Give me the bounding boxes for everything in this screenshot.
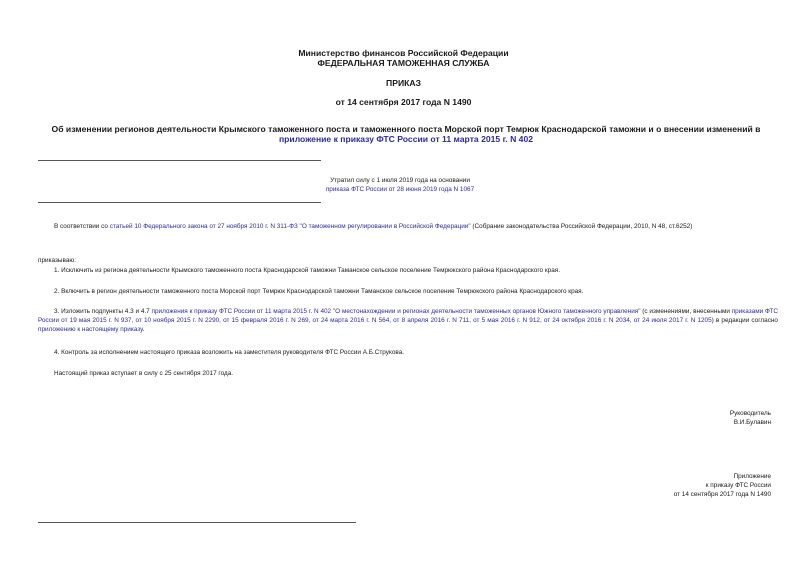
appendix-header [674, 472, 771, 499]
signature-block [730, 409, 771, 427]
effective-date: Настоящий приказ вступает в силу с 25 сентября 2017 года. [54, 370, 234, 377]
amending-orders-link[interactable]: приказами ФТС России от 19 мая 2015 г. N 937, от 10 ноября 2015 г. N 2290, от 15 февраля 2016 г. N 269, от 24 марта 2016 г. N 564, от 8 апреля 2016 г. N 711, от 5 мая 2016 г. N 912, от 24 октября 2016 г. N 2034, от 24 июля 2017 г. N 1205 [38, 308, 778, 324]
item-3-text: ) в редакции согласно [711, 317, 778, 324]
item-3-text: 3. Изложить подпункты 4.3 и 4.7 [54, 308, 152, 315]
appendix-order-link[interactable]: приложения к приказу ФТС России от 11 марта 2015 г. N 402 "О местонахождении и регионах деятельности таможенных органов Южного таможенного управления" [151, 308, 641, 315]
order-item-1: 1. Исключить из региона деятельности Крымского таможенного поста Краснодарской таможни Таманское сельское поселение Темрюкского района Краснодарского края. [54, 267, 560, 274]
preamble-text: В соответствии со [54, 223, 110, 230]
document-title-link[interactable]: приложение к приказу ФТС России от 11 марта 2015 г. N 402 [278, 134, 533, 144]
document-type: ПРИКАЗ [386, 78, 421, 88]
item-3-text: . [142, 326, 145, 333]
document-title [36, 124, 776, 144]
order-item-3 [38, 307, 778, 334]
document-title-text: Об изменении регионов деятельности Крымского таможенного поста и таможенного поста Морской порт Темрюк Краснодарской таможни и о внесении изменений в [51, 124, 761, 134]
status-link[interactable]: приказа ФТС России от 28 июня 2019 года N 1067 [325, 186, 475, 193]
signatory-role: Руководитель [729, 410, 771, 417]
order-item-2: 2. Включить в регион деятельности таможенного поста Морской порт Темрюк Краснодарской таможни Таманское сельское поселение Темрюкского района Краснодарского края. [54, 288, 584, 295]
law-link[interactable]: статьей 10 Федерального закона от 27 ноября 2010 г. N 311-ФЗ "О таможенном регулировании в Российской Федерации" [109, 223, 471, 230]
divider [38, 522, 356, 523]
ministry-name: Министерство финансов Российской Федерации [298, 48, 509, 58]
appendix-date: от 14 сентября 2017 года N 1490 [673, 491, 771, 498]
item-3-text: (с изменениями, внесенными [640, 308, 732, 315]
service-name: ФЕДЕРАЛЬНАЯ ТАМОЖЕННАЯ СЛУЖБА [317, 58, 490, 68]
divider [38, 202, 321, 203]
appendix-link[interactable]: приложению к настоящему приказу [38, 326, 143, 333]
status-note [300, 176, 500, 194]
appendix-reference: к приказу ФТС России [705, 482, 771, 489]
divider [38, 160, 321, 161]
order-word: приказываю: [38, 257, 76, 264]
order-item-4: 4. Контроль за исполнением настоящего приказа возложить на заместителя руководителя ФТС России А.Б.Струкова. [54, 349, 405, 356]
preamble-text: (Собрание законодательства Российской Федерации, 2010, N 48, ст.6252) [470, 223, 693, 230]
document-date-number: от 14 сентября 2017 года N 1490 [335, 97, 472, 107]
appendix-title: Приложение [733, 473, 771, 480]
preamble-paragraph [38, 222, 778, 231]
status-text: Утратил силу с 1 июля 2019 года на основании [330, 177, 470, 184]
signatory-name: В.И.Булавин [733, 419, 771, 426]
